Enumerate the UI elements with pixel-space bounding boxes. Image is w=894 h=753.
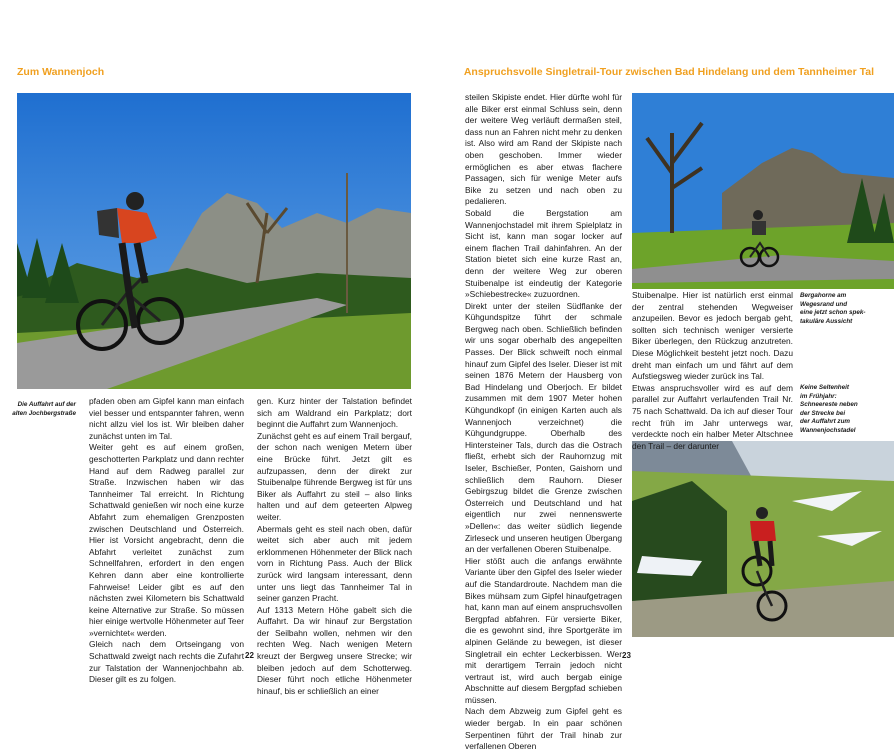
right-running-header: Anspruchsvolle Singletrail-Tour zwischen Bad Hindelang und dem Tannheimer Tal (463, 66, 874, 78)
left-page-text-column-2: gen. Kurz hinter der Talstation befindet sich am Waldrand ein Parkplatz; dort beginnt die Auffahrt zum Wannenjoch. Zunächst geht es auf einem Trail bergauf, der schon nach wenigen Metern über eine Brücke führt. Jetzt gilt es aufzupassen, denn der direkt zur Stuibenalpe führende Bergweg ist für uns Biker als Auffahrt zu steil – also links halten und auf dem geteerten Alpweg weiter. Abermals geht es steil nach oben, dafür weitet sich aber auch mit jedem erklommenen Höhenmeter der Blick nach vorn in Richtung Pass. Auch der Blick zurück wird langsam interessant, denn unter uns liegt das Tannheimer Tal in seiner ganzen Pracht. Auf 1313 Metern Höhe gabelt sich die Auffahrt. Da wir hinauf zur Bergstation der Seilbahn wollen, nehmen wir den rechten Weg. Nach wenigen Metern kreuzt der Bergweg unsere Strecke; wir bleiben jedoch auf dem Schotterweg. Dieser führt noch etliche Höhenmeter hinauf, bis er schließlich an einer (257, 396, 412, 696)
page-number-right: 23 (622, 651, 631, 660)
left-page-text-column-1: pfaden oben am Gipfel kann man einfach viel besser und entspannter fahren, wenn nicht allzu viel los ist. Wir bleiben daher zunächst unten im Tal. Weiter geht es auf einem großen, geschotterten Parkplatz und dann rechter Hand auf dem Radweg parallel zur Straße. Inzwischen haben wir das Tannheimer Tal erreicht. In Richtung Schattwald genießen wir noch eine kurze Abfahrt zum ehemaligen Grenzposten zwischen Deutschland und Österreich. Hier ist Vorsicht angebracht, denn die Abfahrt verleitet zunächst zum Schnellfahren, erfordert in den engen Kehren dann aber eine kontrollierte Fahrweise! Leider gibt es auf den nächsten zwei Kilometern bis Schattwald keine Alternative zur Straße. So müssen hier einige wertvolle Höhenmeter auf Teer »vernichtet« werden. Gleich nach dem Ortseingang von Schattwald zweigt nach rechts die Zufahrt zur Talstation der Wannenjochbahn ab. Dieser gilt es zu folgen. (89, 396, 245, 685)
right-page-text-column-2: Stuibenalpe. Hier ist natürlich erst einmal der zentral stehenden Wegweiser anzupeilen. Bevor es jedoch bergab geht, sollten sich technisch weniger versierte Biker überlegen, den Rückzug anzutreten. Diese Möglichkeit besteht jetzt noch. Dazu dreht man einfach um und fährt auf dem Aufstiegsweg wieder zurück ins Tal. Etwas anspruchsvoller wird es auf dem parallel zur Auffahrt verlaufenden Trail Nr. 75 nach Schattwald. Da ich auf dieser Tour recht früh im Jahr unterwegs war, verdeckte noch ein halber Meter Altschnee den Trail – der darunter (632, 290, 793, 451)
caption-road-photo: Die Auffahrt auf der alten Jochbergstraße (12, 401, 76, 417)
page-number-left: 22 (245, 651, 254, 660)
right-page-text-column-1: steilen Skipiste endet. Hier dürfte wohl für alle Biker erst einmal Schluss sein, denn der weitere Weg verläuft dermaßen steil, dass nun an Fahren nicht mehr zu denken ist. Also wird am Rand der Skipiste nach oben geschoben. Immer wieder ermöglichen es aber etwas flachere Passagen, sich für wenige Meter aufs Bike zu setzen und nach oben zu pedalieren. Sobald die Bergstation am Wannenjochstadel mit ihrem Spielplatz in Sicht ist, kann man sogar locker auf einem flachen Trail dahinfahren. An der Station bietet sich eine kurze Rast an, denn der weitere Weg zur oberen Stuibenalpe ist eindeutig der Kategorie »Schiebestrecke« zuzuordnen. Direkt unter der steilen Südflanke der Kühgundspitze führt der schmale Bergweg nach oben. Schließlich befinden wir uns sogar oberhalb des angepeilten Passes. Der Blick schweift noch einmal hinauf zum Gipfel des Iseler. Dieser ist mit seinen 1876 Metern der Hausberg von Bad Hindelang und Oberjoch. Er bildet zusammen mit dem 1907 Meter hohen Kühgundkopf (in einigen Karten auch als Wannenjoch verzeichnet) die Kühgundgruppe. Oberhalb des Hintersteiner Tals, durch das die Ostrach fließt, erhebt sich der Rauhornzug mit Iseler, Bschießer, Ponten, Gaishorn und schließlich dem Rauhorn. Dieser Gebirgszug bildet die Grenze zwischen Österreich und Deutschland und hat eigentlich nur zwei nennenswerte »Dellen«: das weiter südlich liegende Zirleseck und unseren heutigen Übergang an der verfallenen Oberen Stuibenalpe. Hier stößt auch die anfangs erwähnte Variante über den Gipfel des Iseler wieder auf die Standardroute. Nachdem man die Bikes mühsam zum Gipfel hinaufgetragen hat, kann man auf einem anspruchsvollen Bergpfad abfahren. Für versierte Biker, die es gewohnt sind, ihre Sportgeräte im alpinen Gelände zu bewegen, ist dieser Singletrail ein echter Leckerbissen. Wer mit derartigem Terrain jedoch nicht vertraut ist, wird auch bergab einige Abschnitte auf diesem Bergpfad schieben müssen. Nach dem Abzweig zum Gipfel geht es wieder bergab. In ein paar schönen Serpentinen führt der Trail hinab zur verfallenen Oberen (465, 92, 622, 752)
caption-maple-photo: Bergahorne am Wegesrand und eine jetzt schon spek- takuläre Aussicht (800, 292, 866, 325)
left-running-header: Zum Wannenjoch (17, 66, 105, 78)
photo-snow-slope-cyclist (632, 441, 894, 637)
photo-maple-tree-mountains (632, 93, 894, 289)
photo-road-cyclist (17, 93, 411, 389)
caption-snow-photo: Keine Seltenheit im Frühjahr: Schneereste neben der Strecke bei der Auffahrt zum Wannenjochstadel (800, 384, 858, 434)
